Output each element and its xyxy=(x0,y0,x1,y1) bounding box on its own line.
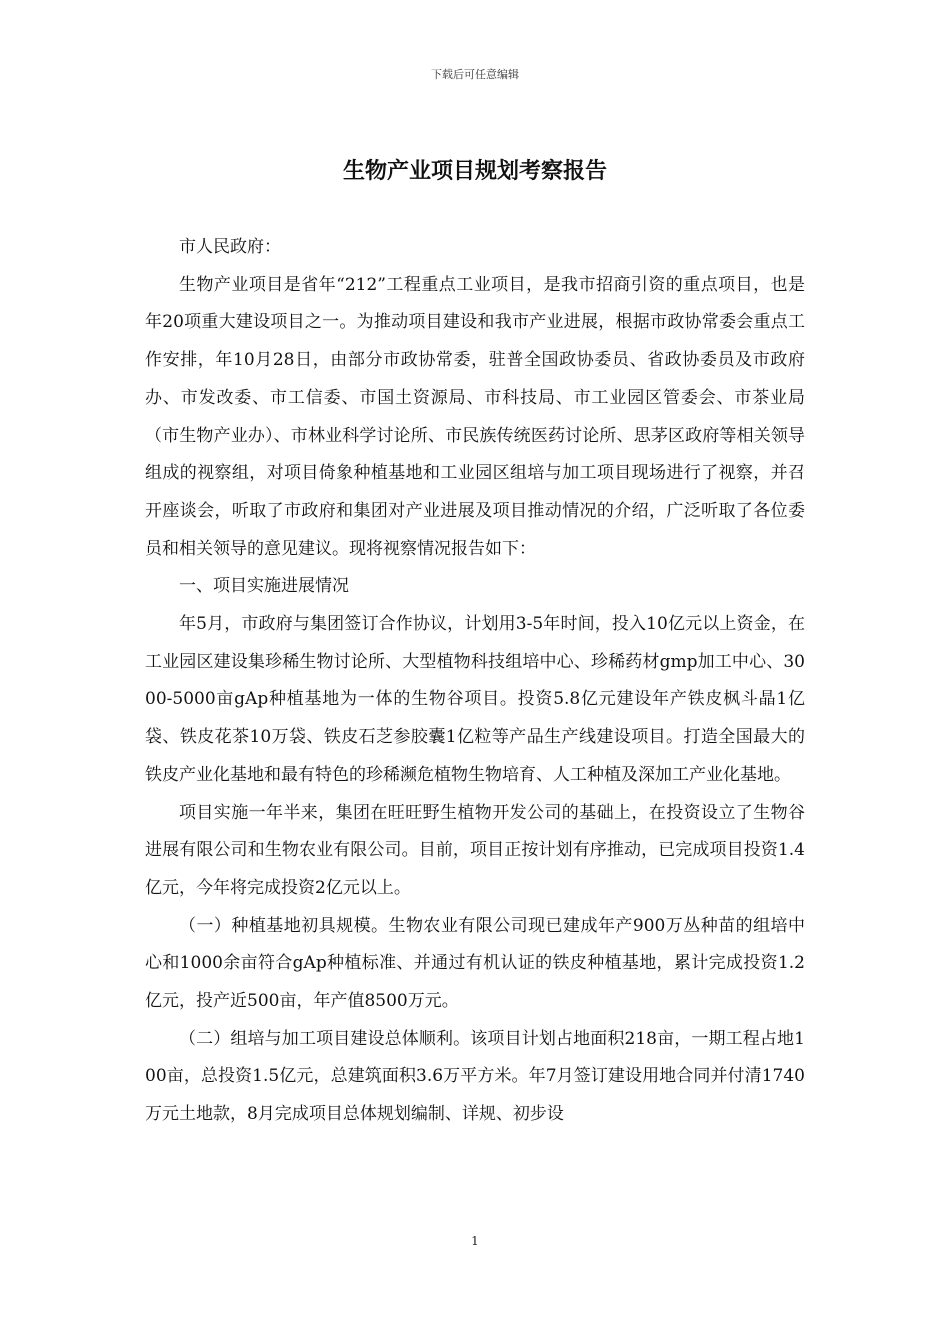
section-heading: 一、项目实施进展情况 xyxy=(179,576,349,597)
salutation: 市人民政府： xyxy=(179,237,281,257)
body-paragraph: （二）组培与加工项目建设总体顺利。该项目计划占地面积218亩，一期工程占地100亩，总投资1.5亿元，总建筑面积3.6万平方米。年7月签订建设用地合同并付清1740万元土地款，8月完成项目总体规划编制、详规、初步设 xyxy=(145,1028,806,1125)
page-header-note: 下载后可任意编辑 xyxy=(431,68,519,81)
body-paragraph: 年5月，市政府与集团签订合作协议，计划用3-5年时间，投入10亿元以上资金，在工业园区建设集珍稀生物讨论所、大型植物科技组培中心、珍稀药材gmp加工中心、3000-5000亩gAp种植基地为一体的生物谷项目。投资5.8亿元建设年产铁皮枫斗晶1亿袋、铁皮花茶10万袋、铁皮石芝参胶囊1亿粒等产品生产线建设项目。打造全国最大的铁皮产业化基地和最有特色的珍稀濒危植物生物培育、人工种植及深加工产业化基地。 xyxy=(145,614,805,785)
page-number: 1 xyxy=(471,1234,479,1248)
document-title: 生物产业项目规划考察报告 xyxy=(342,158,607,184)
body-paragraph: 项目实施一年半来，集团在旺旺野生植物开发公司的基础上，在投资设立了生物谷进展有限公司和生物农业有限公司。目前，项目正按计划有序推动，已完成项目投资1.4亿元，今年将完成投资2亿元以上。 xyxy=(145,802,805,898)
document-body xyxy=(145,229,805,1134)
body-paragraph: （一）种植基地初具规模。生物农业有限公司现已建成年产900万丛种苗的组培中心和1000余亩符合gAp种植标准、并通过有机认证的铁皮种植基地，累计完成投资1.2亿元，投产近500亩，年产值8500万元。 xyxy=(145,915,805,1012)
body-paragraph: 生物产业项目是省年“212”工程重点工业项目，是我市招商引资的重点项目，也是年20项重大建设项目之一。为推动项目建设和我市产业进展，根据市政协常委会重点工作安排，年10月28日，由部分市政协常委，驻普全国政协委员、省政协委员及市政府办、市发改委、市工信委、市国土资源局、市科技局、市工业园区管委会、市茶业局（市生物产业办）、市林业科学讨论所、市民族传统医药讨论所、思茅区政府等相关领导组成的视察组，对项目倚象种植基地和工业园区组培与加工项目现场进行了视察，并召开座谈会，听取了市政府和集团对产业进展及项目推动情况的介绍，广泛听取了各位委员和相关领导的意见建议。现将视察情况报告如下： xyxy=(145,274,805,559)
